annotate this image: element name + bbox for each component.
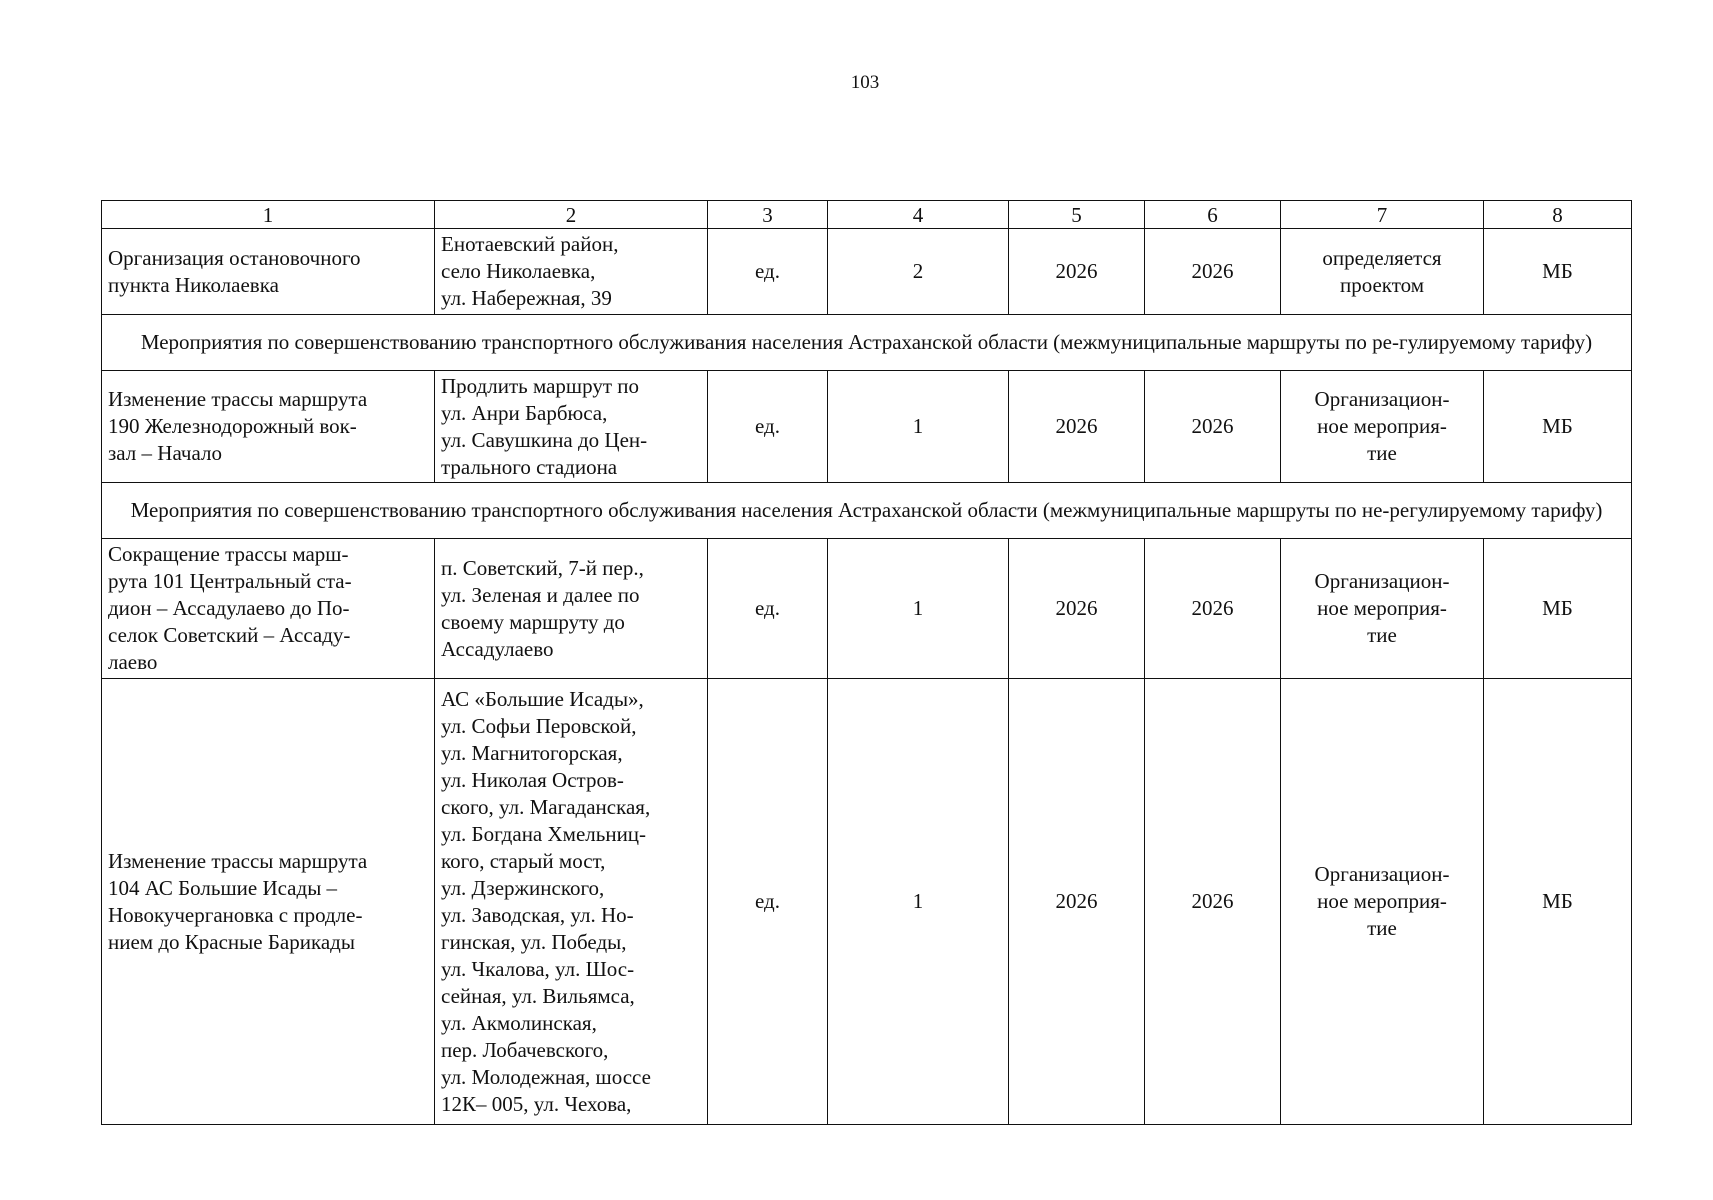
table-row [102, 229, 1632, 315]
start-year-cell: 2026 [1009, 371, 1145, 483]
funding-source-cell: МБ [1484, 539, 1632, 679]
measure-name: Изменение трассы маршрута 190 Железнодорожный вок- зал – Начало [102, 371, 435, 483]
measure-location: АС «Большие Исады», ул. Софьи Перовской, ул. Магнитогорская, ул. Николая Остров- ского, ул. Магаданская, ул. Богдана Хмельниц- кого, старый мост, ул. Дзержинского, ул. Заводская, ул. Но- гинская, ул. Победы, ул. Чкалова, ул. Шос- сейная, ул. Вильямса, ул. Акмолинская, пер. Лобачевского, ул. Молодежная, шоссе 12К– 005, ул. Чехова, [435, 679, 708, 1125]
measure-name: Сокращение трассы марш- рута 101 Центральный ста- дион – Ассадулаево до По- селок Советский – Ассаду- лаево [102, 539, 435, 679]
start-year-cell: 2026 [1009, 229, 1145, 315]
table-row [102, 539, 1632, 679]
header-cell: 7 [1281, 201, 1484, 229]
header-cell: 3 [708, 201, 828, 229]
table-row [102, 371, 1632, 483]
quantity-cell: 2 [828, 229, 1009, 315]
section-row [102, 483, 1632, 539]
unit-cell: ед. [708, 229, 828, 315]
measure-name: Изменение трассы маршрута 104 АС Большие Исады – Новокучергановка с продле- нием до Красные Барикады [102, 679, 435, 1125]
measures-table [101, 200, 1632, 1125]
unit-cell: ед. [708, 539, 828, 679]
funding-source-cell: МБ [1484, 679, 1632, 1125]
quantity-cell: 1 [828, 371, 1009, 483]
unit-cell: ед. [708, 371, 828, 483]
measure-location: Енотаевский район, село Николаевка, ул. Набережная, 39 [435, 229, 708, 315]
header-row [102, 201, 1632, 229]
page-number: 103 [850, 72, 880, 93]
measure-location: Продлить маршрут по ул. Анри Барбюса, ул. Савушкина до Цен- трального стадиона [435, 371, 708, 483]
section-title: Мероприятия по совершенствованию транспортного обслуживания населения Астраханской области (межмуниципальные маршруты по не-регулируемому тарифу) [102, 483, 1632, 539]
header-cell: 6 [1145, 201, 1281, 229]
measure-name: Организация остановочного пункта Николаевка [102, 229, 435, 315]
measure-location: п. Советский, 7-й пер., ул. Зеленая и далее по своему маршруту до Ассадулаево [435, 539, 708, 679]
cost-cell: Организацион- ное мероприя- тие [1281, 679, 1484, 1125]
table-row [102, 679, 1632, 1125]
end-year-cell: 2026 [1145, 371, 1281, 483]
funding-source-cell: МБ [1484, 229, 1632, 315]
header-cell: 1 [102, 201, 435, 229]
funding-source-cell: МБ [1484, 371, 1632, 483]
cost-cell: определяется проектом [1281, 229, 1484, 315]
header-cell: 4 [828, 201, 1009, 229]
start-year-cell: 2026 [1009, 679, 1145, 1125]
header-cell: 2 [435, 201, 708, 229]
cost-cell: Организацион- ное мероприя- тие [1281, 539, 1484, 679]
section-title: Мероприятия по совершенствованию транспортного обслуживания населения Астраханской области (межмуниципальные маршруты по ре-гулируемому тарифу) [102, 315, 1632, 371]
cost-cell: Организацион- ное мероприя- тие [1281, 371, 1484, 483]
header-cell: 8 [1484, 201, 1632, 229]
quantity-cell: 1 [828, 539, 1009, 679]
quantity-cell: 1 [828, 679, 1009, 1125]
end-year-cell: 2026 [1145, 229, 1281, 315]
end-year-cell: 2026 [1145, 679, 1281, 1125]
end-year-cell: 2026 [1145, 539, 1281, 679]
section-row [102, 315, 1632, 371]
start-year-cell: 2026 [1009, 539, 1145, 679]
unit-cell: ед. [708, 679, 828, 1125]
header-cell: 5 [1009, 201, 1145, 229]
